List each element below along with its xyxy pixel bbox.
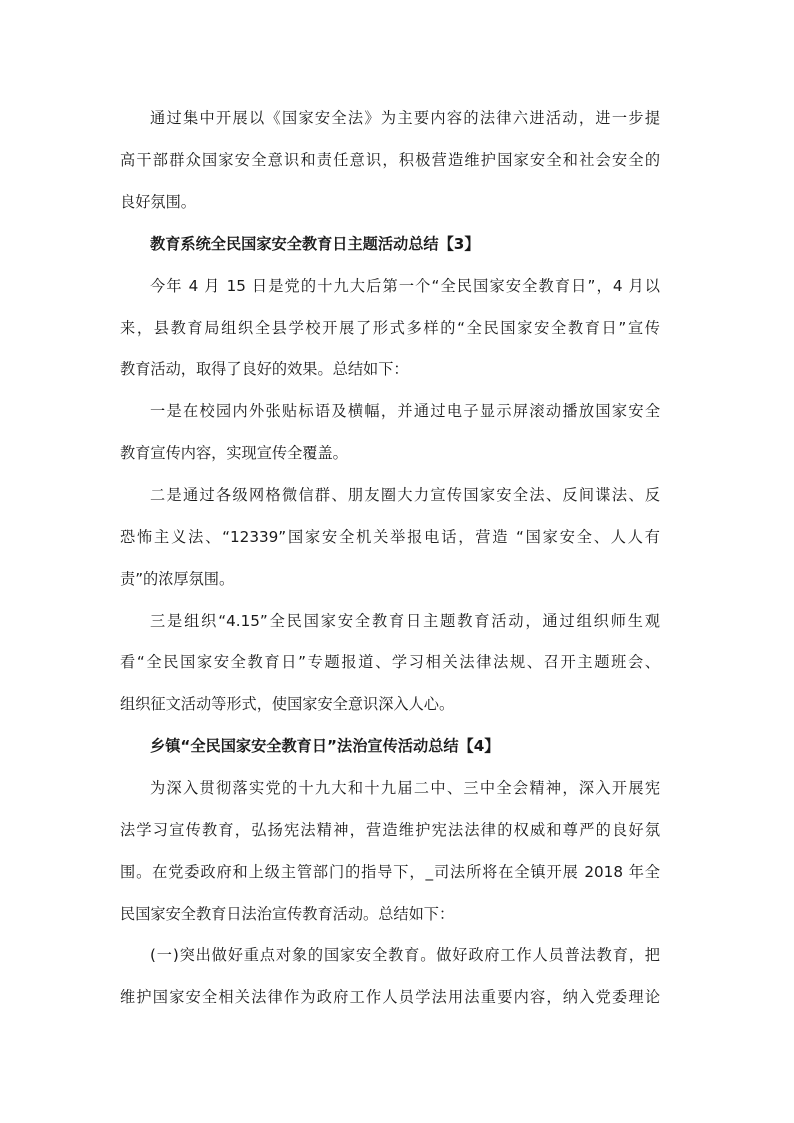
- paragraph-line: 通过集中开展以《国家安全法》为主要内容的法律六进活动，进一步提: [150, 109, 660, 127]
- paragraph-line: 今年 4 月 15 日是党的十九大后第一个“全民国家安全教育日”，4 月以: [150, 277, 660, 295]
- paragraph-line: 教育活动，取得了良好的效果。总结如下：: [120, 360, 409, 378]
- paragraph-line: 责”的浓厚氛围。: [120, 570, 235, 588]
- paragraph-line: 二是通过各级网格微信群、朋友圈大力宣传国家安全法、反间谍法、反: [150, 486, 660, 504]
- paragraph-line: 恐怖主义法、“12339”国家安全机关举报电话，营造 “国家安全、人人有: [120, 528, 660, 546]
- paragraph-line: (一)突出做好重点对象的国家安全教育。做好政府工作人员普法教育，把: [150, 946, 660, 964]
- paragraph-line: 教育宣传内容，实现宣传全覆盖。: [120, 444, 348, 462]
- section-heading-3: 教育系统全民国家安全教育日主题活动总结【3】: [150, 235, 480, 253]
- paragraph-line: 高干部群众国家安全意识和责任意识，积极营造维护国家安全和社会安全的: [120, 151, 660, 169]
- paragraph-line: 组织征文活动等形式，使国家安全意识深入人心。: [120, 695, 455, 713]
- paragraph-line: 良好氛围。: [120, 193, 196, 211]
- paragraph-line: 为深入贯彻落实党的十九大和十九届二中、三中全会精神，深入开展宪: [150, 779, 660, 797]
- paragraph-line: 看“全民国家安全教育日”专题报道、学习相关法律法规、召开主题班会、: [120, 653, 660, 671]
- paragraph-line: 民国家安全教育日法治宣传教育活动。总结如下：: [120, 905, 455, 923]
- paragraph-line: 来，县教育局组织全县学校开展了形式多样的“全民国家安全教育日”宣传: [120, 319, 660, 337]
- paragraph-line: 法学习宣传教育，弘扬宪法精神，营造维护宪法法律的权威和尊严的良好氛: [120, 821, 660, 839]
- paragraph-line: 围。在党委政府和上级主管部门的指导下，_司法所将在全镇开展 2018 年全: [120, 863, 660, 881]
- paragraph-line: 一是在校园内外张贴标语及横幅，并通过电子显示屏滚动播放国家安全: [150, 402, 660, 420]
- paragraph-line: 维护国家安全相关法律作为政府工作人员学法用法重要内容，纳入党委理论: [120, 988, 660, 1006]
- paragraph-line: 三是组织“4.15”全民国家安全教育日主题教育活动，通过组织师生观: [150, 612, 660, 630]
- section-heading-4: 乡镇“全民国家安全教育日”法治宣传活动总结【4】: [150, 737, 500, 755]
